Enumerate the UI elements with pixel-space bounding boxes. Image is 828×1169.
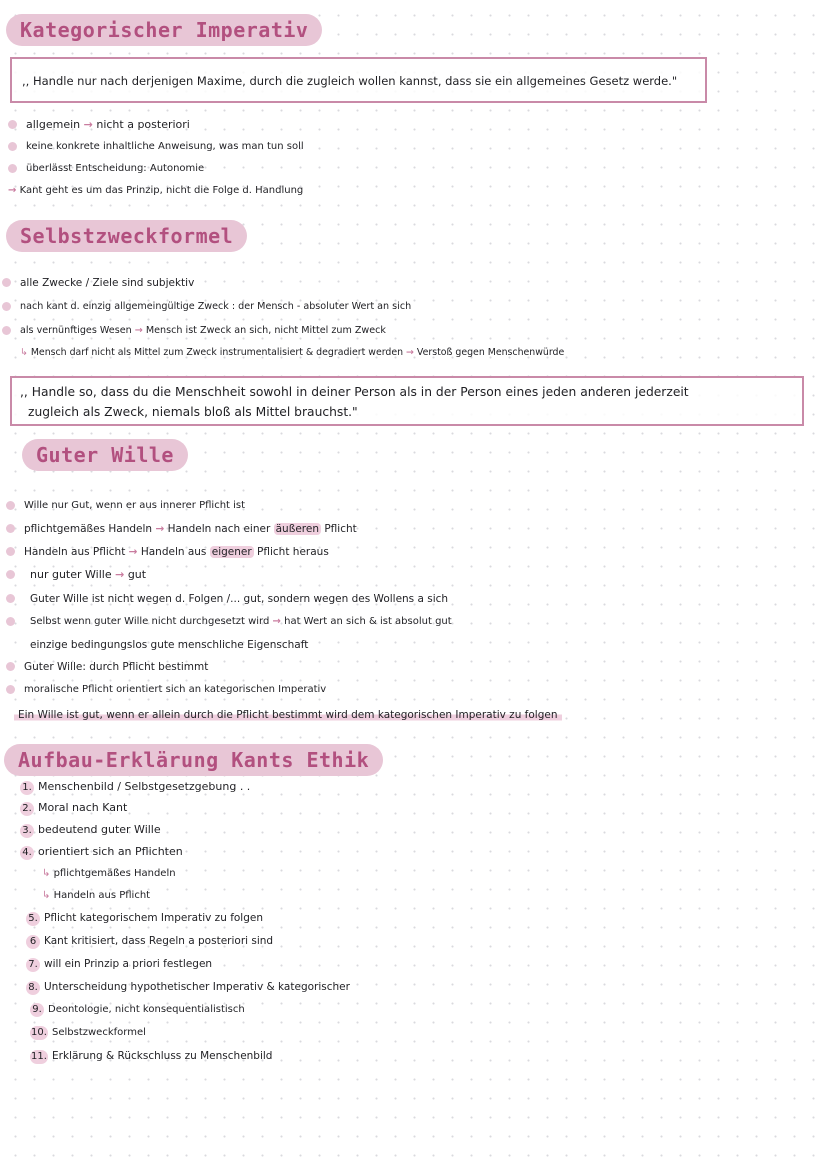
heading-guter-wille: Guter Wille (22, 439, 188, 471)
sub-item: ↳ Handeln aus Pflicht (42, 890, 151, 901)
arrow-icon: → (155, 523, 165, 535)
highlight: Ein Wille ist gut, wenn er allein durch die Pflicht bestimmt wird dem kategorischen Imperativ zu folgen (14, 709, 562, 721)
highlight: eigener (211, 546, 252, 558)
bullet-dot (6, 501, 15, 510)
bullet-dot (6, 524, 15, 533)
list-item: 6 Kant kritisiert, dass Regeln a posteriori sind (26, 934, 273, 949)
list-item: Wille nur Gut, wenn er aus innerer Pflicht ist (24, 500, 246, 511)
highlight: äußeren (275, 523, 319, 535)
list-item: 3. bedeutend guter Wille (20, 823, 161, 838)
list-item: Guter Wille ist nicht wegen d. Folgen /... gut, sondern wegen des Wollens a sich (30, 593, 449, 605)
sub-arrow-icon: ↳ (20, 347, 28, 358)
list-item: Guter Wille: durch Pflicht bestimmt (24, 661, 209, 673)
list-item: Handeln aus Pflicht → Handeln aus eigener Pflicht heraus (24, 546, 329, 558)
bullet-dot (6, 594, 15, 603)
list-item: 11. Erklärung & Rückschluss zu Menschenbild (31, 1050, 273, 1062)
bullet-dot (8, 120, 17, 129)
list-item: 7. will ein Prinzip a priori festlegen (26, 957, 212, 972)
bullet-dot (2, 326, 11, 335)
list-item: 4. orientiert sich an Pflichten (20, 845, 183, 860)
quote-line: ,, Handle so, dass du die Menschheit sowohl in deiner Person als in der Person eines jeden anderen jederzeit (20, 385, 689, 399)
quote-kategorischer-imperativ: ,, Handle nur nach derjenigen Maxime, durch die zugleich wollen kannst, dass sie ein allgemeines Gesetz werde." (10, 57, 707, 103)
sub-arrow-icon: ↳ (42, 868, 51, 879)
list-item: moralische Pflicht orientiert sich an kategorischen Imperativ (24, 684, 327, 695)
list-item: überlässt Entscheidung: Autonomie (26, 163, 205, 174)
bullet-dot (6, 617, 15, 626)
arrow-icon: → (115, 568, 125, 581)
list-item: alle Zwecke / Ziele sind subjektiv (20, 277, 195, 289)
quote-selbstzweckformel (10, 376, 804, 426)
indented-line: einzige bedingungslos gute menschliche Eigenschaft (30, 639, 309, 651)
list-item: pflichtgemäßes Handeln → Handeln nach einer äußeren Pflicht (24, 523, 357, 535)
list-item: → Kant geht es um das Prinzip, nicht die Folge d. Handlung (8, 185, 304, 196)
bullet-dot (2, 278, 11, 287)
arrow-icon: → (134, 325, 143, 336)
sub-arrow-icon: ↳ (42, 890, 51, 901)
list-item: 2. Moral nach Kant (20, 801, 127, 816)
arrow-icon: → (128, 546, 138, 558)
arrow-icon: → (272, 616, 281, 627)
quote-line: zugleich als Zweck, niemals bloß als Mittel brauchst." (28, 405, 358, 419)
list-item: keine konkrete inhaltliche Anweisung, was man tun soll (26, 141, 304, 152)
heading-selbstzweckformel: Selbstzweckformel (6, 220, 247, 252)
arrow-icon: → (8, 185, 17, 196)
bullet-dot (6, 570, 15, 579)
bullet-dot (6, 547, 15, 556)
list-item: ↳ Mensch darf nicht als Mittel zum Zweck instrumentalisiert & degradiert werden → Verstoß gegen Menschenwürde (20, 347, 565, 358)
list-item: als vernünftiges Wesen → Mensch ist Zweck an sich, nicht Mittel zum Zweck (20, 325, 386, 336)
heading-kategorischer-imperativ: Kategorischer Imperativ (6, 14, 322, 46)
list-item: 5. Pflicht kategorischem Imperativ zu folgen (26, 911, 263, 926)
list-item: 9. Deontologie, nicht konsequentialistisch (30, 1003, 245, 1017)
summary-line (14, 708, 562, 722)
arrow-icon: → (83, 118, 93, 131)
sub-item: ↳ pflichtgemäßes Handeln (42, 868, 176, 879)
bullet-dot (6, 685, 15, 694)
heading-aufbau-erklaerung: Aufbau-Erklärung Kants Ethik (4, 744, 383, 776)
list-item: allgemein → nicht a posteriori (26, 118, 190, 131)
list-item: nach kant d. einzig allgemeingültige Zweck : der Mensch - absoluter Wert an sich (20, 301, 412, 312)
list-item: 1. Menschenbild / Selbstgesetzgebung . . (20, 780, 250, 795)
bullet-dot (2, 302, 11, 311)
bullet-dot (6, 662, 15, 671)
list-item: nur guter Wille → gut (30, 568, 147, 581)
bullet-dot (8, 164, 17, 173)
list-item: 8. Unterscheidung hypothetischer Imperativ & kategorischer (26, 980, 350, 995)
list-item: Selbst wenn guter Wille nicht durchgesetzt wird → hat Wert an sich & ist absolut gut (30, 616, 452, 627)
arrow-icon: → (406, 347, 414, 358)
list-item: 10. Selbstzweckformel (31, 1027, 146, 1038)
bullet-dot (8, 142, 17, 151)
